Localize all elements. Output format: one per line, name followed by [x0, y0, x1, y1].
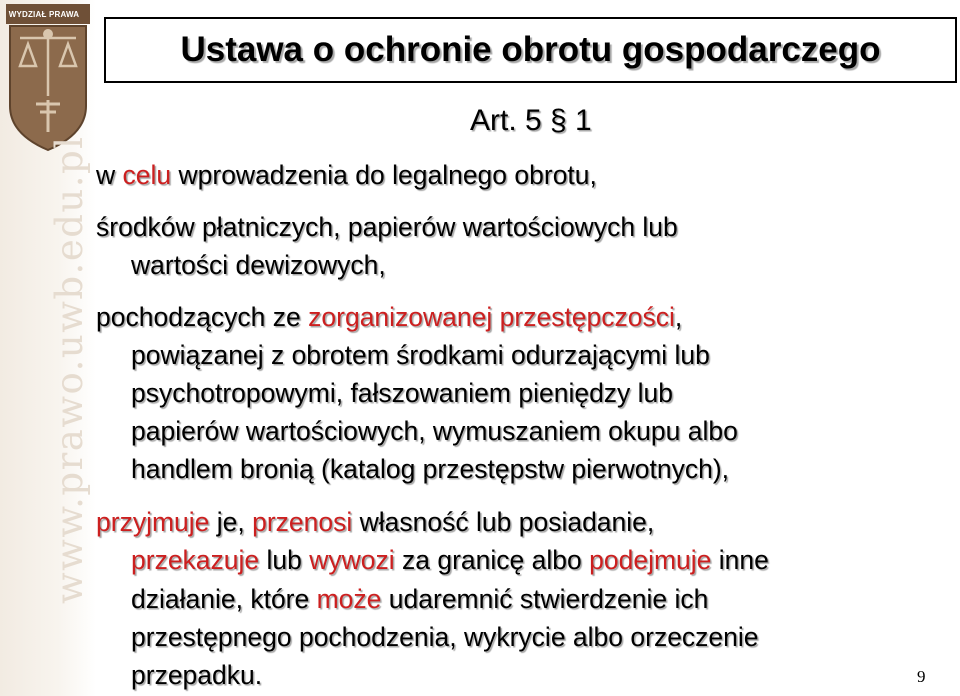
text-line-7: papierów wartościowych, wymuszaniem okupu albo — [131, 416, 738, 446]
title-box — [104, 17, 957, 83]
highlight-wywozi: wywozi — [309, 545, 395, 575]
text-line-5: powiązanej z obrotem środkami odurzającymi lub — [131, 340, 710, 370]
text-line-3: wartości dewizowych, — [131, 250, 386, 280]
highlight-moze: może — [316, 584, 382, 614]
website-watermark: www.prawo.uwb.edu.pl — [48, 135, 91, 604]
highlight-podejmuje: podejmuje — [589, 545, 712, 575]
text-line-1: w celu wprowadzenia do legalnego obrotu, — [96, 160, 597, 190]
sidebar-decoration — [0, 0, 96, 696]
text-line-10: przekazuje lub wywozi za granicę albo podejmuje inne — [131, 545, 769, 575]
highlight-przyjmuje: przyjmuje — [96, 507, 210, 537]
text-line-2: środków płatniczych, papierów wartościowych lub — [96, 212, 678, 242]
highlight-przekazuje: przekazuje — [131, 545, 260, 575]
highlight-przenosi: przenosi — [252, 507, 353, 537]
page-title: Ustawa o ochronie obrotu gospodarczego — [180, 30, 881, 69]
article-reference: Art. 5 § 1 — [470, 104, 592, 137]
highlight-organized-crime: zorganizowanej przestępczości — [308, 302, 675, 332]
text-line-9: przyjmuje je, przenosi własność lub posiadanie, — [96, 507, 655, 537]
text-line-12: przestępnego pochodzenia, wykrycie albo orzeczenie — [131, 622, 759, 652]
faculty-logo-icon — [6, 4, 90, 154]
page-number: 9 — [917, 667, 926, 686]
text-line-6: psychotropowymi, fałszowaniem pieniędzy lub — [131, 378, 674, 408]
text-line-4: pochodzących ze zorganizowanej przestępczości, — [96, 302, 683, 332]
text-line-11: działanie, które może udaremnić stwierdzenie ich — [131, 584, 709, 614]
highlight-celu: celu — [122, 160, 172, 190]
text-line-8: handlem bronią (katalog przestępstw pierwotnych), — [131, 454, 730, 484]
logo-label: WYDZIAŁ PRAWA — [8, 10, 80, 19]
text-line-13: przepadku. — [131, 660, 263, 690]
